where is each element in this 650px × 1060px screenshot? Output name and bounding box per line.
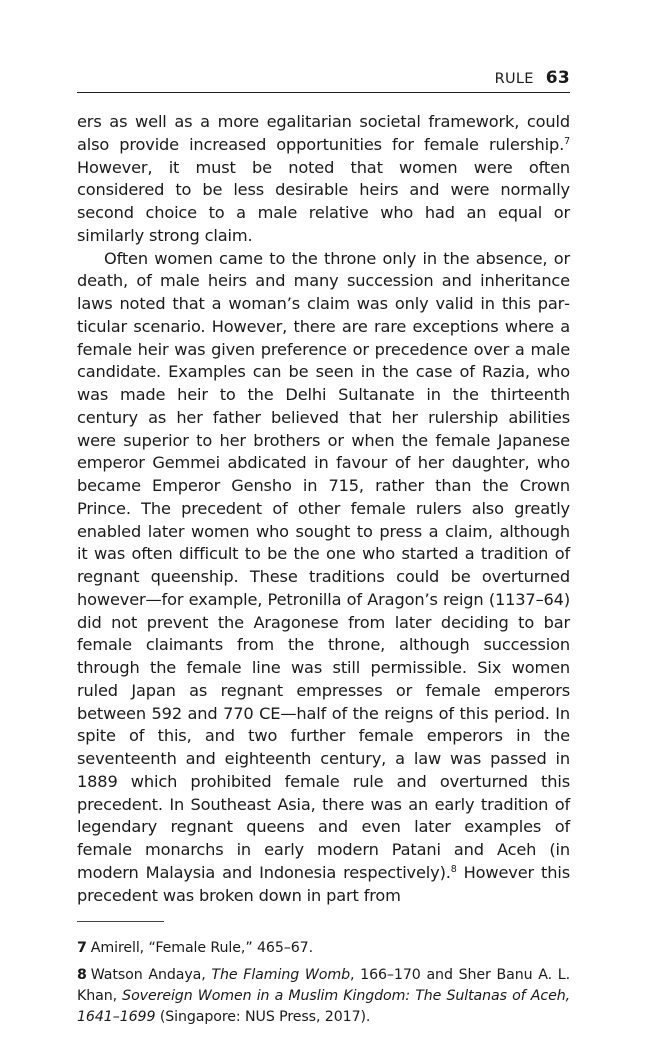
paragraph-1-text-b: However, it must be noted that women were often considered to be less desirable heirs and were normally second choice to a male relative who had an equal or similarly strong claim. (77, 157, 570, 245)
footnote-ref-8: 8 (450, 863, 457, 875)
running-header (77, 60, 570, 93)
footnote-8-number: 8 (77, 967, 87, 984)
paragraph-2-text-b: However this precedent was broken down in part from (77, 862, 570, 905)
paragraph-2-text-a: Often women came to the throne only in the absence, or death, of male heirs and many succession and inheritance laws noted that a woman’s claim was only valid in this particular scenario. However, there are rare exceptions where a female heir was given preference or precedence over a male candidate. Examples can be seen in the case of Razia, who was made heir to the Delhi Sultanate in the thirteenth century as her father believed that her rulership abilities were superior to her brothers or when the female Japanese emperor Gemmei abdicated in favour of her daughter, who became Emperor Gensho in 715, rather than the Crown Prince. The precedent of other female rulers also greatly enabled later women who sought to press a claim, although it was often difficult to be the one who started a tradition of regnant queenship. These traditions could be overturned however—for example, Petronilla of Aragon’s reign (1137–64) did not prevent the Aragonese from later deciding to bar female claimants from the throne, although succession through the female line was still permissible. Six women ruled Japan as regnant empresses or female emperors between 592 and 770 CE—half of the reigns of this period. In spite of this, and two further female emperors in the seventeenth and eighteenth century, a law was passed in 1889 which prohibited female rule and overturned this precedent. In Southeast Asia, there was an early tradition of legendary regnant queens and even later examples of female monarchs in early modern Patani and Aceh (in modern Malaysia and Indonesia respectively). (77, 248, 570, 882)
footnote-7 (77, 938, 570, 959)
paragraph-1-text-a: ers as well as a more egalitarian societal framework, could also provide increased opportunities for female rulership. (77, 112, 570, 154)
footnote-8-text-b: , 166–170 and Sher Banu A. L. Khan, (77, 967, 570, 1005)
footnotes (77, 938, 570, 1028)
running-title: RULE (494, 71, 534, 87)
book-page (77, 60, 570, 1034)
paragraph-2 (77, 248, 570, 908)
header-text (495, 68, 570, 88)
footnote-divider (77, 921, 164, 922)
footnote-7-text: Amirell, “Female Rule,” 465–67. (90, 940, 314, 957)
footnote-8-text-c: (Singapore: NUS Press, 2017). (155, 1009, 371, 1026)
paragraph-1 (77, 111, 570, 248)
footnote-7-number: 7 (77, 940, 87, 957)
page-number: 63 (545, 68, 570, 88)
footnote-8-title-1: The Flaming Womb (211, 967, 350, 984)
body-text (77, 111, 570, 907)
footnote-8 (77, 965, 570, 1028)
footnote-ref-7: 7 (564, 135, 570, 147)
footnote-8-title-2: Sovereign Women in a Muslim Kingdom: The Sultanas of Aceh, 1641–1699 (77, 988, 570, 1026)
footnote-8-text-a: Watson Andaya, (90, 967, 212, 984)
